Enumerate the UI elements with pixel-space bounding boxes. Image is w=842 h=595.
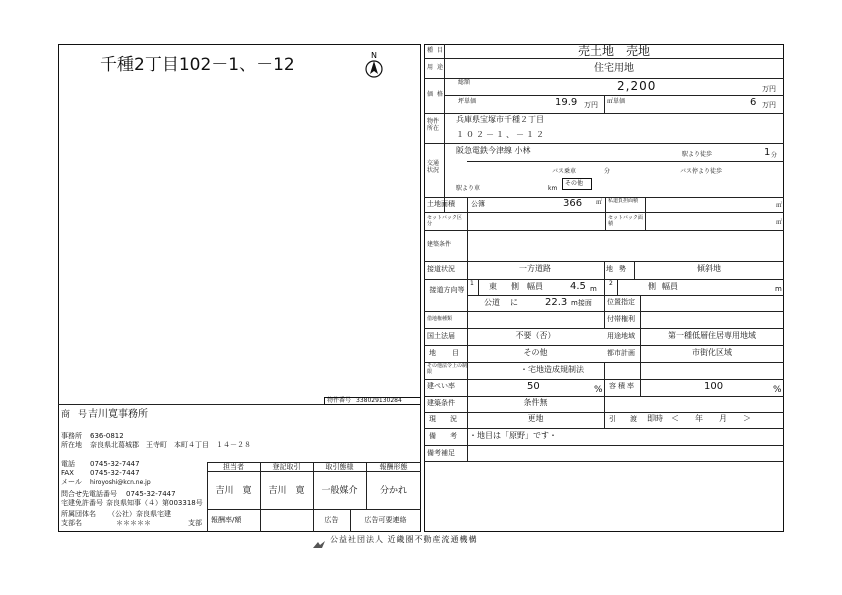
mail-label: メール — [61, 478, 82, 486]
m2-unit: 万円 — [762, 101, 776, 109]
conditions-label: 建築条件 — [427, 241, 452, 248]
reg-no-label: 物件番号 — [327, 397, 352, 404]
address: 奈良県北葛城郡 王寺町 本町４丁目 １４－２８ — [90, 441, 251, 449]
zip: 636-0812 — [90, 432, 124, 440]
company-name-label: 商号 — [61, 410, 96, 420]
addr-label2: 所在地 — [61, 441, 82, 449]
branch-suffix: 支部 — [188, 519, 202, 527]
staff-h4: 報酬形態 — [379, 463, 408, 471]
frontage-unit: m接面 — [571, 299, 592, 307]
footer-text: 公益社団法人 近畿圏不動産流通機構 — [330, 535, 478, 544]
law-limit-value: ・宅地造成規制法 — [520, 365, 584, 374]
position-label: 位置指定 — [607, 298, 635, 306]
law-limit-label: その他法令上の制限 — [427, 363, 468, 375]
far-value: 100 — [704, 381, 724, 392]
assoc: （公社）奈良県宅建 — [108, 510, 171, 518]
coverage-unit: % — [594, 385, 603, 395]
kind-value: 売土地 売地 — [577, 44, 650, 58]
m2-label: ㎡単価 — [607, 98, 626, 105]
city-plan-value: 市街化区域 — [692, 348, 732, 357]
tsubo-label: 坪単価 — [458, 98, 477, 105]
road-idx1: 1 — [470, 280, 474, 287]
land-law-label: 国土法届 — [427, 332, 455, 340]
license-label: 宅建免許番号 — [61, 499, 103, 507]
reg-no-value: 338029130284 — [356, 397, 402, 404]
land-area-type: 公簿 — [471, 200, 485, 208]
setback-label: セットバック区分 — [427, 215, 462, 227]
road-width-label2: 幅員 — [662, 282, 678, 291]
staff-h3: 取引態様 — [325, 463, 354, 471]
km-unit: km — [548, 185, 558, 192]
location-line2: １０２－１、－１２ — [456, 130, 546, 139]
contact: 0745-32-7447 — [126, 490, 176, 498]
map-panel — [58, 44, 421, 532]
road-width-unit1: m — [590, 285, 597, 293]
remarks-value: ・地目は「原野」です・ — [469, 431, 557, 440]
tsubo-unit: 万円 — [584, 101, 598, 109]
terrain-value: 傾斜地 — [697, 264, 721, 273]
far-unit: % — [773, 385, 782, 395]
road-side2: 側 — [648, 282, 656, 291]
road-idx2: 2 — [609, 280, 613, 287]
bus-stop-walk: バス停より徒歩 — [680, 168, 723, 175]
road-width-label1: 幅員 — [527, 282, 543, 291]
public-road-ni: に — [510, 298, 518, 307]
land-category-value: その他 — [523, 348, 548, 357]
setback-area-unit: ㎡ — [776, 219, 783, 226]
staff-f1: 報酬率/額 — [211, 516, 242, 524]
price-total-label: 総額 — [458, 79, 471, 86]
land-area-value: 366 — [563, 198, 583, 209]
terrain-label: 地勢 — [606, 265, 632, 273]
city-plan-label: 都市計画 — [607, 349, 635, 357]
fax: 0745-32-7447 — [90, 469, 140, 477]
road-width1: 4.5 — [570, 281, 586, 292]
mail: hiroyoshi@kcn.ne.jp — [90, 479, 151, 486]
land-law-value: 不要（否） — [515, 331, 556, 340]
addr-label: 事務所 — [61, 432, 82, 440]
north-arrow-icon — [363, 50, 385, 80]
location-label: 物件所在 — [427, 118, 440, 133]
road-dir-label: 接道方向等 — [429, 286, 465, 294]
company-name: 吉川寛事務所 — [88, 409, 148, 420]
price-total: 2,200 — [617, 79, 657, 93]
station-walk-label: 駅より徒歩 — [682, 151, 713, 158]
build-cond-label: 建築条件 — [427, 399, 455, 407]
far-label: 容積率 — [609, 382, 636, 390]
agency-logo-icon — [312, 535, 326, 545]
price-total-unit: 万円 — [762, 85, 776, 93]
frontage-value: 22.3 — [545, 297, 568, 308]
map-title: 千種2丁目102－1、－12 — [100, 55, 295, 75]
land-area-unit: ㎡ — [596, 199, 603, 206]
location-line1: 兵庫県宝塚市千種２丁目 — [456, 115, 544, 124]
category-value: 住宅用地 — [594, 63, 634, 74]
fax-label: FAX — [61, 469, 74, 477]
staff-f4: 広告可要連絡 — [364, 516, 407, 524]
remarks2-label: 備考補足 — [427, 449, 455, 457]
coverage-value: 50 — [527, 381, 540, 392]
tsubo-value: 19.9 — [555, 97, 578, 108]
coverage-label: 建ぺい率 — [427, 382, 455, 390]
staff-v1: 吉川 寛 — [215, 486, 252, 496]
walk-unit: 分 — [771, 152, 778, 159]
branch: ＊＊＊＊＊ — [116, 519, 151, 527]
assoc-label: 所属団体名 — [61, 510, 96, 518]
tel: 0745-32-7447 — [90, 460, 140, 468]
road-label: 接道状況 — [427, 265, 455, 273]
price-label: 価格 — [427, 91, 448, 98]
staff-h1: 担当者 — [223, 463, 244, 471]
land-area-label: 土地面積 — [427, 200, 455, 208]
staff-v2: 吉川 寛 — [268, 486, 305, 496]
walk-minutes: 1 — [764, 147, 771, 158]
handover-label: 引渡 — [609, 415, 651, 423]
bus-unit: 分 — [604, 168, 611, 175]
road-width-unit2: m — [775, 285, 782, 293]
staff-h2: 登記取引 — [272, 463, 301, 471]
m2-value: 6 — [750, 97, 757, 108]
rights-label: 借地権種類 — [427, 316, 453, 322]
kind-label: 種目 — [427, 47, 448, 54]
setback-area-label: セットバック面積 — [608, 215, 643, 227]
transport-label: 交通状況 — [427, 160, 440, 175]
license: 奈良県知事（４）第003318号 — [106, 499, 203, 507]
bus-ride-label: バス乗車 — [552, 168, 577, 175]
contact-label: 問合せ先電話番号 — [61, 490, 117, 498]
transport-line: 阪急電鉄今津線 小林 — [456, 146, 531, 155]
build-cond-value: 条件無 — [523, 398, 548, 407]
staff-v4: 分かれ — [379, 486, 407, 496]
remarks-label: 備考 — [429, 432, 471, 440]
extra-rights-label: 付帯権利 — [607, 315, 635, 323]
land-category-label: 地目 — [429, 349, 475, 357]
zone-value: 第一種低層住居専用地域 — [668, 331, 756, 340]
road-value: 一方道路 — [519, 264, 551, 273]
road-dir1: 東 — [489, 282, 497, 291]
tel-label: 電話 — [61, 460, 75, 468]
svg-text:N: N — [371, 51, 377, 60]
from-station-car: 駅より車 — [456, 185, 481, 192]
category-label: 用途 — [427, 64, 448, 71]
staff-v3: 一般媒介 — [321, 486, 358, 496]
road-side1: 側 — [511, 282, 519, 291]
status-label: 現況 — [429, 415, 471, 423]
zone-label: 用途地域 — [607, 332, 635, 340]
private-road-label: 私道負担面積 — [608, 198, 639, 204]
staff-f3: 広告 — [324, 516, 339, 524]
branch-label: 支部名 — [61, 519, 82, 527]
handover-value: 即時 ＜ 年 月 ＞ — [647, 414, 751, 423]
status-value: 更地 — [527, 414, 544, 423]
public-road-label: 公道 — [484, 298, 500, 307]
other-label: その他 — [565, 180, 584, 187]
private-road-unit: ㎡ — [776, 202, 783, 209]
